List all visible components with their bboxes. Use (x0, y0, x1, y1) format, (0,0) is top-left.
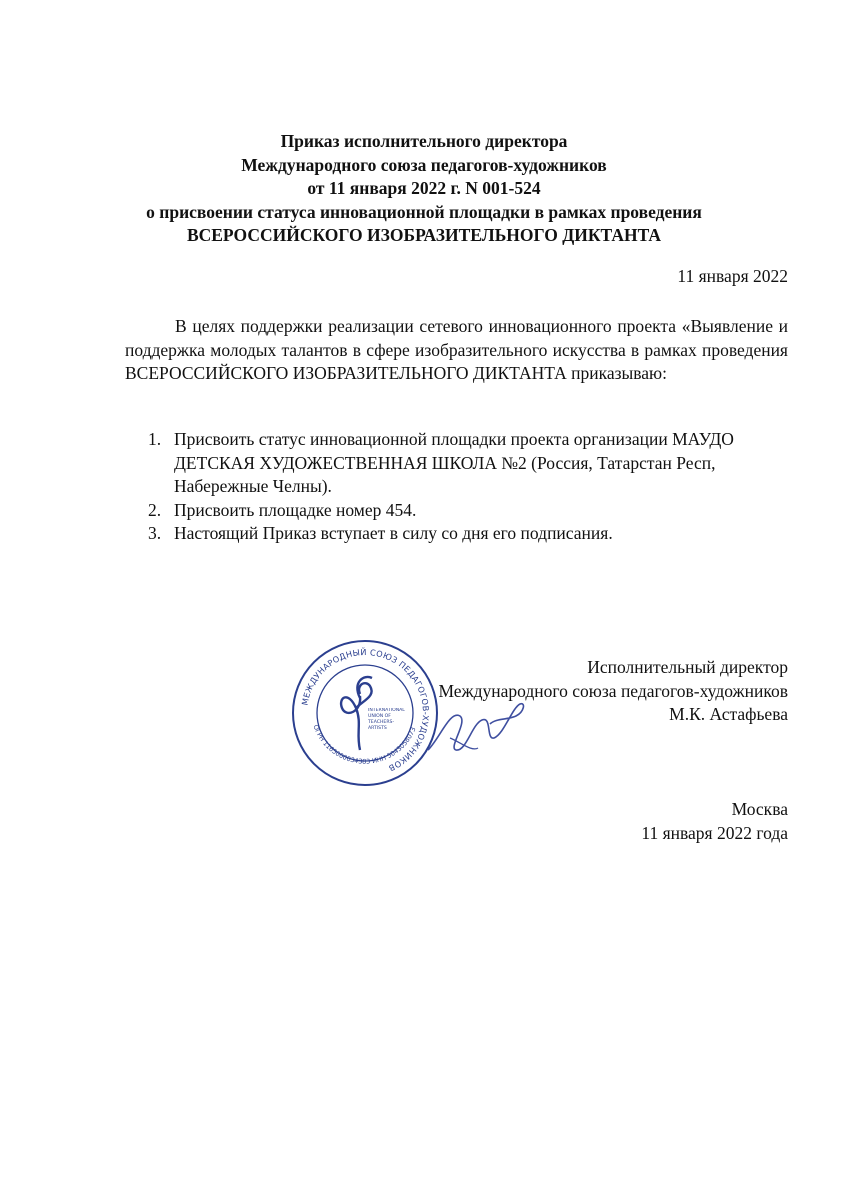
list-item-text: Настоящий Приказ вступает в силу со дня его подписания. (174, 523, 613, 543)
list-item-number: 2. (148, 499, 162, 520)
stamp-inner-text: INTERNATIONAL UNION OF TEACHERS-ARTISTS (368, 708, 405, 731)
place-city: Москва (731, 799, 788, 819)
signer-organization: Международного союза педагогов-художников (438, 680, 788, 701)
order-date: 11 января 2022 (677, 266, 788, 286)
header-line-3: от 11 января 2022 г. N 001-524 (307, 178, 541, 198)
header-line-1: Приказ исполнительного директора (280, 131, 568, 151)
order-list (148, 428, 788, 546)
list-item-text: Присвоить площадке номер 454. (174, 499, 417, 520)
signature-block (328, 656, 788, 727)
header-line-5: ВСЕРОССИЙСКОГО ИЗОБРАЗИТЕЛЬНОГО ДИКТАНТА (186, 225, 662, 245)
list-item-number: 1. (148, 429, 162, 449)
place-date: 11 января 2022 года (641, 822, 788, 843)
header-line-4: о присвоении статуса инновационной площадки в рамках проведения (146, 201, 702, 222)
stamp-ring-text: МЕЖДУНАРОДНЫЙ СОЮЗ ПЕДАГОГОВ-ХУДОЖНИКОВ (299, 646, 432, 774)
place-and-date (641, 798, 788, 845)
list-item (148, 428, 788, 499)
header-line-2: Международного союза педагогов-художников (241, 154, 607, 175)
list-item (148, 499, 788, 523)
order-body (125, 315, 788, 386)
stamp-bottom-text: ОГРН 1165000034383 ИНН 5043058073 (311, 723, 418, 766)
list-item (148, 522, 788, 546)
signer-title: Исполнительный директор (587, 657, 788, 677)
list-item-number: 3. (148, 523, 162, 543)
body-paragraph: В целях поддержки реализации сетевого инновационного проекта «Выявление и поддержка молодых талантов в сфере изобразительного искусства в рамках проведения ВСЕРОССИЙСКОГО ИЗОБРАЗИТЕЛЬНОГО ДИКТАНТА приказываю: (125, 316, 788, 383)
order-header (60, 130, 788, 248)
list-item-text: Присвоить статус инновационной площадки проекта организации МАУДО ДЕТСКАЯ ХУДОЖЕСТВЕННАЯ ШКОЛА №2 (Россия, Татарстан Респ, Набережные Челны). (174, 429, 734, 496)
signer-name: М.К. Астафьева (669, 704, 788, 724)
